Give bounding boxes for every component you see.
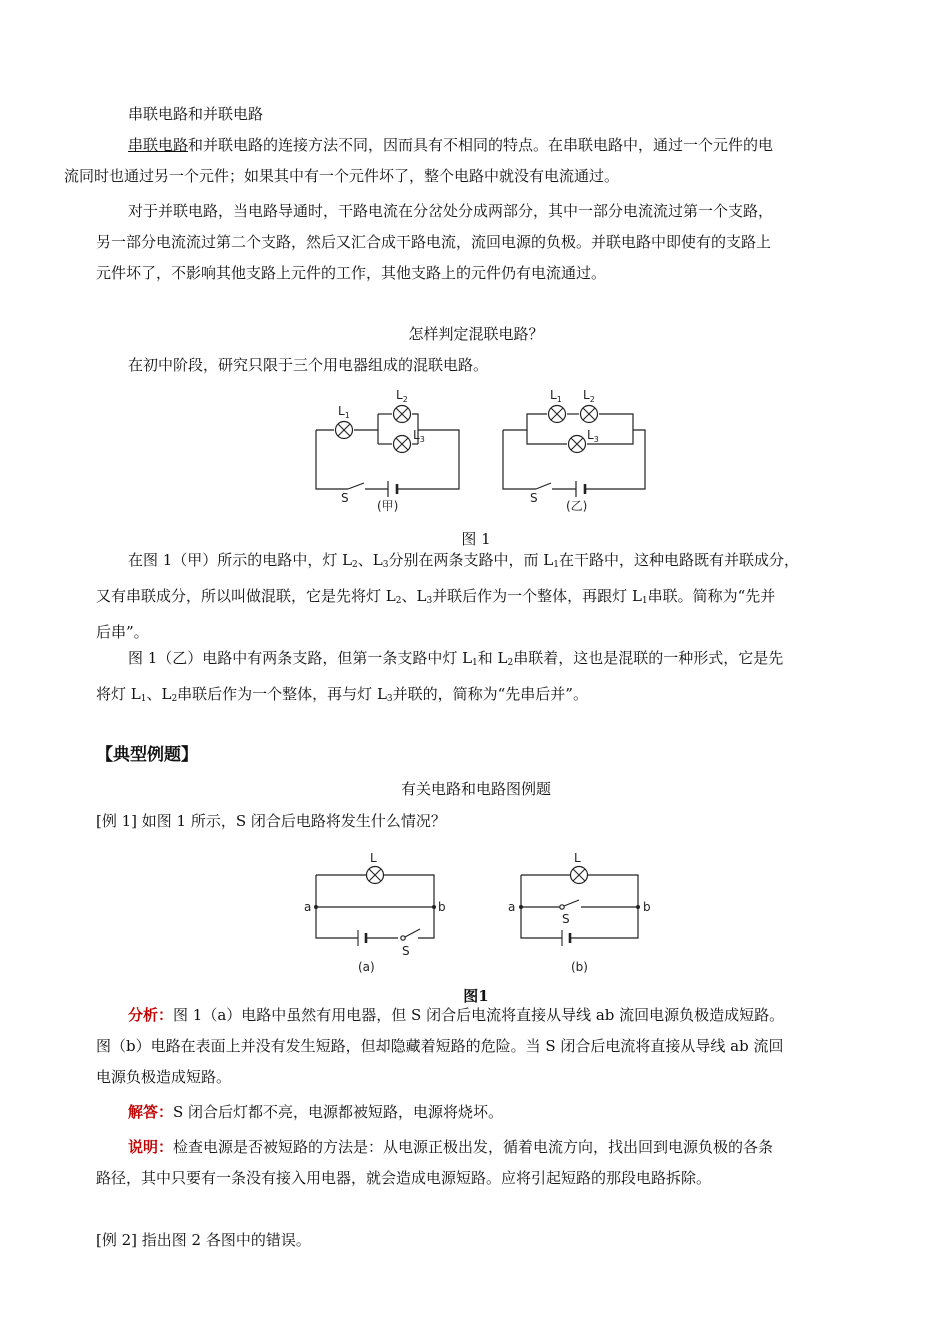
svg-text:b: b [438, 900, 446, 914]
svg-text:(a): (a) [358, 960, 375, 974]
figure-mixed-circuits [300, 382, 660, 522]
svg-text:L3: $L_3$ [413, 428, 425, 444]
note-paragraph: 说明：检查电源是否被短路的方法是：从电源正极出发，循着电流方向，找出回到电源负极的各条 路径，其中只要有一条没有接入用电器，就会造成电源短路。应将引起短路的那段电路拆除。 [96, 1138, 774, 1187]
svg-text:a: a [304, 900, 312, 914]
svg-text:L: L [574, 851, 581, 865]
example-1-question: [例 1] 如图 1 所示，S 闭合后电路将发生什么情况？ [96, 812, 446, 830]
switch-icon [348, 483, 364, 489]
typical-examples-heading: 【典型例题】 [96, 745, 198, 765]
analysis-paragraph: 分析：图 1（a）电路中虽然有用电器，但 S 闭合后电流将直接从导线 ab 流回电源负极造成短路。 图（b）电路在表面上并没有发生短路，但却隐藏着短路的危险。当 S 闭合后电流将直接从导线 ab 流回 电源负极造成短路。 [96, 1006, 785, 1086]
figure1-bottom-caption: 图1 [463, 987, 489, 1005]
section-heading-series-parallel: 串联电路和并联电路 [128, 105, 264, 123]
svg-text:L1: $L_1$ [338, 404, 350, 420]
analysis-label: 分析： [128, 1006, 174, 1024]
paragraph-scope: 在初中阶段，研究只限于三个用电器组成的混联电路。 [128, 356, 489, 374]
svg-text:a: a [508, 900, 516, 914]
svg-text:L1: $L_1$ [550, 388, 562, 404]
svg-text:S: S [530, 491, 538, 505]
answer-paragraph: 解答：S 闭合后灯都不亮，电源都被短路，电源将烧坏。 [128, 1103, 504, 1121]
svg-text:L2: $L_2$ [396, 388, 408, 404]
paragraph-fig1-yi: 图 1（乙）电路中有两条支路，但第一条支路中灯 $L_1$和 $L_2$串联着，这也是混联的一种形式，它是先 将灯 $L_1$、$L_2$串联后作为一个整体，再与灯 $L_3$并联的，简称为“先串后并”。 [96, 649, 784, 704]
svg-text:S: S [341, 491, 349, 505]
note-label: 说明： [128, 1138, 174, 1156]
series-circuit-link[interactable]: 串联电路 [128, 136, 189, 154]
svg-text:S: S [562, 912, 570, 926]
answer-label: 解答： [128, 1103, 174, 1121]
svg-text:L3: $L_3$ [587, 428, 599, 444]
svg-text:(b): (b) [571, 960, 588, 974]
svg-text:L2: $L_2$ [583, 388, 595, 404]
examples-subheading: 有关电路和电路图例题 [400, 780, 551, 798]
svg-text:L: L [370, 851, 377, 865]
paragraph-fig1-jia: 在图 1（甲）所示的电路中，灯 $L_2$、$L_3$分别在两条支路中，而 $L_1$在干路中，这种电路既有并联成分， 又有串联成分，所以叫做混联，它是先将灯 $L_2$、$L_3$并联后作为一个整体，再跟灯 $L_1$串联。简称为“先并 后串”。 [96, 551, 799, 641]
section-heading-mixed: 怎样判定混联电路？ [408, 325, 544, 343]
svg-text:(甲): (甲) [377, 499, 399, 513]
paragraph-parallel: 对于并联电路，当电路导通时，干路电流在分岔处分成两部分，其中一部分电流流过第一个支路， 另一部分电流流过第二个支路，然后又汇合成干路电流，流回电源的负极。并联电路中即使有的支路上 元件坏了，不影响其他支路上元件的工作，其他支路上的元件仍有电流通过。 [96, 202, 774, 282]
figure-short-circuits [300, 845, 660, 985]
paragraph-series-intro: 串联电路和并联电路的连接方法不同，因而具有不相同的特点。在串联电路中，通过一个元件的电 流同时也通过另一个元件；如果其中有一个元件坏了，整个电路中就没有电流通过。 [64, 136, 774, 185]
svg-text:S: S [402, 944, 410, 958]
example-2-question: [例 2] 指出图 2 各图中的错误。 [96, 1231, 311, 1249]
svg-text:b: b [643, 900, 651, 914]
figure1-top-caption: 图 1 [461, 530, 491, 548]
svg-text:(乙): (乙) [566, 499, 588, 513]
